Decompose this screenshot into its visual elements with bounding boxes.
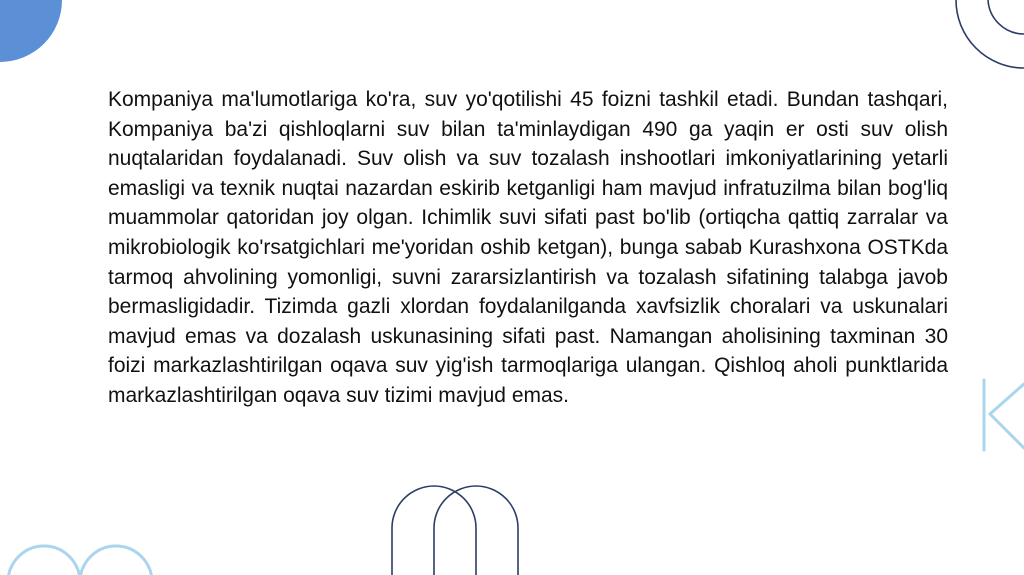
bottom-left-waves [8, 546, 152, 575]
top-right-arcs [956, 0, 1024, 68]
right-chevron-decoration [984, 380, 1024, 450]
slide-body-text: Kompaniya ma'lumotlariga ko'ra, suv yo'qotilishi 45 foizni tashkil etadi. Bundan tashqari, Kompaniya ba'zi qishloqlarni suv bilan ta'minlaydigan 490 ga yaqin er osti suv olish nuqtalaridan foydalanadi. Suv olish va suv tozalash inshootlari imkoniyatlarining yetarli emasligi va texnik nuqtai nazardan eskirib ketganligi ham mavjud infratuzilma bilan bog'liq muammolar qatoridan joy olgan. Ichimlik suvi sifati past bo'lib (ortiqcha qattiq zarralar va mikrobiologik ko'rsatgichlari me'yoridan oshib ketgan), bunga sabab Kurashxona OSTKda tarmoq ahvolining yomonligi, suvni zararsizlantirish va tozalash sifatining talabga javob bermasligidadir. Tizimda gazli xlordan foydalanilganda xavfsizlik choralari va uskunalari mavjud emas va dozalash uskunasining sifati past. Namangan aholisining taxminan 30 foizi markazlashtirilgan oqava suv yig'ish tarmoqlariga ulangan. Qishloq aholi punktlarida markazlashtirilgan oqava suv tizimi mavjud emas. [108, 88, 948, 407]
top-left-blue-blob [0, 0, 62, 62]
bottom-arches [392, 486, 518, 575]
